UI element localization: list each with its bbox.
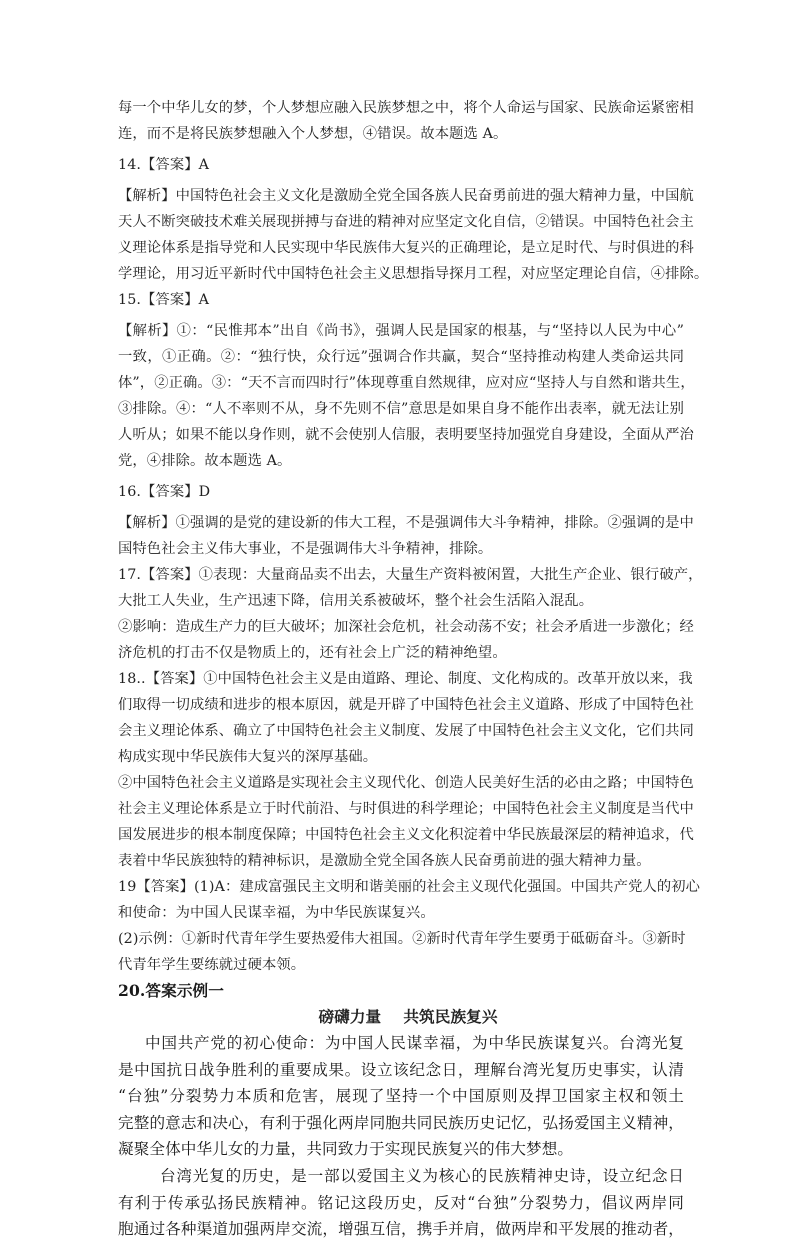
text-line: 台湾光复的历史，是一部以爱国主义为核心的民族精神史诗，设立纪念日 bbox=[160, 1166, 684, 1185]
text-line: 天人不断突破技术难关展现拼搏与奋进的精神对应坚定文化自信，②错误。中国特色社会主 bbox=[118, 214, 694, 230]
q20-block bbox=[118, 978, 684, 1243]
text-line: 表着中华民族独特的精神标识，是激励全党全国各族人民奋勇前进的强大精神力量。 bbox=[118, 853, 651, 869]
q14-block bbox=[118, 152, 709, 287]
text-line: 们取得一切成绩和进步的根本原因，就是开辟了中国特色社会主义道路、形成了中国特色社 bbox=[118, 697, 694, 713]
text-line: 济危机的打击不仅是物质上的，还有社会上广泛的精神绝望。 bbox=[118, 645, 507, 661]
text-line: 党，④排除。故本题选 A。 bbox=[118, 453, 292, 469]
q15-block bbox=[118, 287, 695, 474]
q14-answer: 14.【答案】A bbox=[118, 157, 210, 173]
text-line: 社会主义理论体系是立于时代前沿、与时俱进的科学理论；中国特色社会主义制度是当代中 bbox=[118, 801, 694, 817]
text-line: 中国共产党的初心使命：为中国人民谋幸福，为中华民族谋复兴。台湾光复 bbox=[145, 1034, 684, 1052]
text-line: 【解析】中国特色社会主义文化是激励全党全国各族人民奋勇前进的强大精神力量，中国航 bbox=[118, 188, 694, 204]
essay-paragraph-1 bbox=[118, 1030, 684, 1163]
text-line: 【解析】①强调的是党的建设新的伟大工程，不是强调伟大斗争精神，排除。②强调的是中 bbox=[118, 515, 694, 531]
text-line: 一致，①正确。②：“独行快，众行远”强调合作共赢，契合“坚持推动构建人类命运共同 bbox=[118, 349, 684, 365]
text-line: 国发展进步的根本制度保障；中国特色社会主义文化积淀着中华民族最深层的精神追求，代 bbox=[118, 827, 694, 843]
text-line: “台独”分裂势力本质和危害，展现了坚持一个中国原则及捍卫国家主权和领土 bbox=[118, 1087, 684, 1106]
text-line: ②中国特色社会主义道路是实现社会主义现代化、创造人民美好生活的必由之路；中国特色 bbox=[118, 775, 694, 791]
q20-heading: 20.答案示例一 bbox=[118, 981, 224, 1000]
text-line: 凝聚全体中华儿女的力量，共同致力于实现民族复兴的伟大梦想。 bbox=[118, 1140, 574, 1159]
text-line: 代青年学生要练就过硬本领。 bbox=[118, 957, 306, 973]
text-line: 胞通过各种渠道加强两岸交流，增强互信，携手并肩，做两岸和平发展的推动者， bbox=[118, 1220, 684, 1239]
text-line: 学理论，用习近平新时代中国特色社会主义思想指导探月工程，对应坚定理论自信，④排除。 bbox=[118, 266, 709, 282]
q16-block bbox=[118, 479, 694, 562]
text-line: 体”，②正确。③：“天不言而四时行”体现尊重自然规律，应对应“坚持人与自然和谐共生， bbox=[118, 375, 695, 391]
q15-answer: 15.【答案】A bbox=[118, 292, 210, 308]
text-line: 有利于传承弘扬民族精神。铭记这段历史，反对“台独”分裂势力，倡议两岸同 bbox=[118, 1193, 684, 1212]
text-line: ③排除。④：“人不率则不从，身不先则不信”意思是如果自身不能作出表率，就无法让别 bbox=[118, 401, 684, 417]
text-line: 连，而不是将民族梦想融入个人梦想，④错误。故本题选 A。 bbox=[118, 126, 508, 142]
text-line: 18..【答案】①中国特色社会主义是由道路、理论、制度、文化构成的。改革开放以来，我 bbox=[118, 671, 693, 687]
q17-block bbox=[118, 562, 703, 666]
essay-title: 磅礴力量 共筑民族复兴 bbox=[318, 1007, 498, 1026]
q18-block bbox=[118, 666, 694, 874]
text-line: 完整的意志和决心，有利于强化两岸同胞共同民族历史记忆，弘扬爱国主义精神， bbox=[118, 1113, 684, 1132]
text-line: 【解析】①：“民惟邦本”出自《尚书》，强调人民是国家的根基，与“坚持以人民为中心” bbox=[118, 323, 684, 339]
text-line: ②影响：造成生产力的巨大破坏；加深社会危机，社会动荡不安；社会矛盾进一步激化；经 bbox=[118, 619, 694, 635]
text-line: 人听从；如果不能以身作则，就不会使别人信服，表明要坚持加强党自身建设，全面从严治 bbox=[118, 427, 694, 443]
essay-paragraph-2 bbox=[118, 1163, 684, 1243]
text-line: 是中国抗日战争胜利的重要成果。设立该纪念日，理解台湾光复历史事实，认清 bbox=[118, 1060, 684, 1079]
q16-answer: 16.【答案】D bbox=[118, 484, 211, 500]
intro-paragraph bbox=[118, 95, 694, 147]
text-line: 19【答案】(1)A：建成富强民主文明和谐美丽的社会主义现代化强国。中国共产党人的初心 bbox=[118, 879, 701, 895]
text-line: 大批工人失业，生产迅速下降，信用关系被破坏，整个社会生活陷入混乱。 bbox=[118, 593, 594, 609]
text-line: 构成实现中华民族伟大复兴的深厚基础。 bbox=[118, 749, 378, 765]
text-line: 17.【答案】①表现：大量商品卖不出去，大量生产资料被闲置，大批生产企业、银行破产， bbox=[118, 567, 703, 583]
text-line: 国特色社会主义伟大事业，不是强调伟大斗争精神，排除。 bbox=[118, 541, 493, 557]
text-line: 每一个中华儿女的梦，个人梦想应融入民族梦想之中，将个人命运与国家、民族命运紧密相 bbox=[118, 100, 694, 116]
text-line: 义理论体系是指导党和人民实现中华民族伟大复兴的正确理论，是立足时代、与时俱进的科 bbox=[118, 240, 694, 256]
text-line: (2)示例：①新时代青年学生要热爱伟大祖国。②新时代青年学生要勇于砥砺奋斗。③新时 bbox=[118, 931, 686, 947]
q19-block bbox=[118, 874, 701, 978]
text-line: 和使命：为中国人民谋幸福，为中华民族谋复兴。 bbox=[118, 905, 435, 921]
text-line: 会主义理论体系、确立了中国特色社会主义制度、发展了中国特色社会主义文化，它们共同 bbox=[118, 723, 694, 739]
